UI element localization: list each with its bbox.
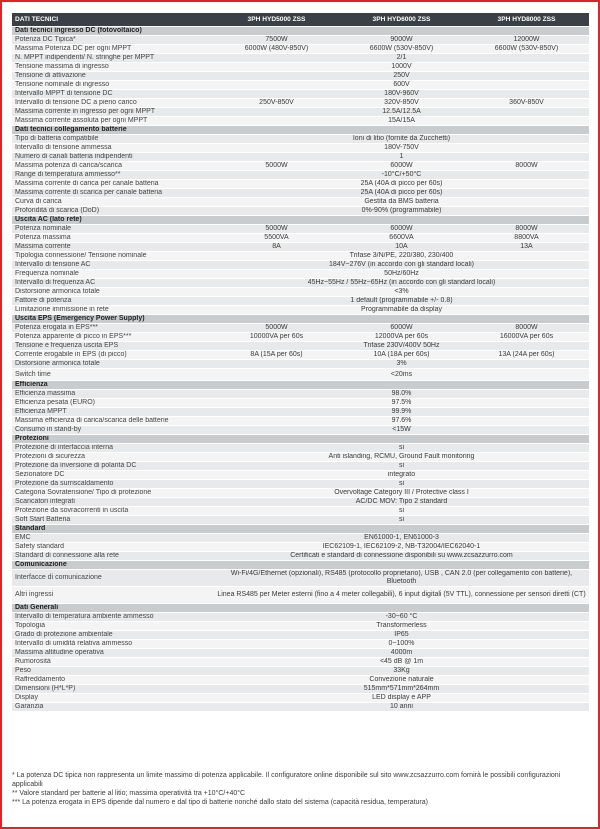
spec-value: -10°C/+50°C <box>214 171 589 180</box>
spec-label: Frequenza nominale <box>12 270 214 279</box>
model-hyd8000: 3PH HYD8000 ZSS <box>464 13 589 27</box>
section-title: Dati tecnici ingresso DC (fotovoltaico) <box>12 27 589 36</box>
spec-value: 12.5A/12.5A <box>214 108 589 117</box>
spec-value: 9000W <box>339 36 464 45</box>
spec-value: 360V-850V <box>464 99 589 108</box>
spec-row <box>12 694 589 703</box>
section-title: Uscita AC (lato rete) <box>12 216 589 225</box>
header-label: DATI TECNICI <box>12 13 214 27</box>
spec-value: 6600VA <box>339 234 464 243</box>
spec-row <box>12 685 589 694</box>
spec-value: 16000VA per 60s <box>464 333 589 342</box>
spec-label: Interfacce di comunicazione <box>12 570 214 587</box>
spec-label: Tipo di batteria compatibile <box>12 135 214 144</box>
spec-row <box>12 306 589 315</box>
spec-label: Potenza apparente di picco in EPS*** <box>12 333 214 342</box>
spec-label: Potenza DC Tipica* <box>12 36 214 45</box>
spec-label: Intervallo di tensione DC a pieno carico <box>12 99 214 108</box>
spec-value: 10 anni <box>214 703 589 712</box>
section-title: Dati Generali <box>12 604 589 613</box>
spec-row <box>12 279 589 288</box>
spec-label: Tensione e frequenza uscita EPS <box>12 342 214 351</box>
section-title: Efficienza <box>12 381 589 390</box>
spec-row <box>12 198 589 207</box>
spec-value: 12000W <box>464 36 589 45</box>
spec-row <box>12 72 589 81</box>
spec-row <box>12 631 589 640</box>
spec-label: Numero di canali batteria indipendenti <box>12 153 214 162</box>
spec-label: Dimensioni (H*L*P) <box>12 685 214 694</box>
spec-value: 6600W (530V-850V) <box>464 45 589 54</box>
spec-value: Trifase 230V/400V 50Hz <box>214 342 589 351</box>
spec-label: Garanzia <box>12 703 214 712</box>
spec-value: 8800VA <box>464 234 589 243</box>
spec-row <box>12 534 589 543</box>
spec-label: Potenza massima <box>12 234 214 243</box>
spec-label: Massima corrente di scarica per canale batteria <box>12 189 214 198</box>
spec-row <box>12 324 589 333</box>
spec-value: 6600W (530V-850V) <box>339 45 464 54</box>
spec-label: Scaricatori integrati <box>12 498 214 507</box>
spec-value: 10000VA per 60s <box>214 333 339 342</box>
spec-row <box>12 622 589 631</box>
section-header <box>12 561 589 570</box>
spec-table <box>12 13 589 712</box>
spec-value: 184V~276V (in accordo con gli standard locali) <box>214 261 589 270</box>
spec-row <box>12 225 589 234</box>
spec-row <box>12 489 589 498</box>
section-header <box>12 604 589 613</box>
spec-value: 6000W <box>339 225 464 234</box>
spec-value: <45 dB @ 1m <box>214 658 589 667</box>
model-hyd6000: 3PH HYD6000 ZSS <box>339 13 464 27</box>
spec-row <box>12 351 589 360</box>
spec-label: Display <box>12 694 214 703</box>
spec-label: Distorsione armonica totale <box>12 360 214 369</box>
spec-value: integrato <box>214 471 589 480</box>
spec-row <box>12 45 589 54</box>
section-header <box>12 27 589 36</box>
spec-value: <15W <box>214 426 589 435</box>
spec-row <box>12 135 589 144</box>
spec-row <box>12 498 589 507</box>
spec-value: 5000W <box>214 225 339 234</box>
spec-value: 320V-850V <box>339 99 464 108</box>
section-header <box>12 216 589 225</box>
spec-value: Gestita da BMS batteria <box>214 198 589 207</box>
section-header <box>12 525 589 534</box>
spec-value: 6000W <box>339 324 464 333</box>
datasheet <box>12 13 589 712</box>
spec-value: 180V-960V <box>214 90 589 99</box>
section-header <box>12 381 589 390</box>
spec-label: Raffreddamento <box>12 676 214 685</box>
spec-row <box>12 587 589 604</box>
spec-value: si <box>214 444 589 453</box>
spec-row <box>12 90 589 99</box>
spec-value: IP65 <box>214 631 589 640</box>
spec-value: 5500VA <box>214 234 339 243</box>
spec-value: 33Kg <box>214 667 589 676</box>
spec-row <box>12 703 589 712</box>
spec-value: 45Hz~55Hz / 55Hz~65Hz (in accordo con gli standard locali) <box>214 279 589 288</box>
spec-row <box>12 297 589 306</box>
spec-row <box>12 360 589 369</box>
spec-label: Massima efficienza di carica/scarica delle batterie <box>12 417 214 426</box>
spec-label: Efficienza massima <box>12 390 214 399</box>
spec-label: Massima Potenza DC per ogni MPPT <box>12 45 214 54</box>
spec-label: Distorsione armonica totale <box>12 288 214 297</box>
spec-label: Protezione da inversione di polarità DC <box>12 462 214 471</box>
spec-row <box>12 342 589 351</box>
spec-value: 0%-90% (programmabile) <box>214 207 589 216</box>
spec-value: 25A (40A di picco per 60s) <box>214 189 589 198</box>
spec-label: Intervallo MPPT di tensione DC <box>12 90 214 99</box>
spec-value: 1 <box>214 153 589 162</box>
spec-row <box>12 453 589 462</box>
spec-row <box>12 649 589 658</box>
spec-value: Certificati e standard di connessione disponibili su www.zcsazzurro.com <box>214 552 589 561</box>
spec-value: 4000m <box>214 649 589 658</box>
spec-value: 8000W <box>464 162 589 171</box>
spec-label: Massima potenza di carica/scarica <box>12 162 214 171</box>
spec-label: Fattore di potenza <box>12 297 214 306</box>
spec-label: Protezione da surriscaldamento <box>12 480 214 489</box>
spec-row <box>12 480 589 489</box>
spec-value: 6000W <box>339 162 464 171</box>
spec-row <box>12 543 589 552</box>
spec-value: <3% <box>214 288 589 297</box>
spec-label: Grado di protezione ambientale <box>12 631 214 640</box>
spec-row <box>12 234 589 243</box>
spec-row <box>12 189 589 198</box>
spec-value: si <box>214 507 589 516</box>
spec-row <box>12 390 589 399</box>
spec-value: 98.0% <box>214 390 589 399</box>
spec-row <box>12 640 589 649</box>
spec-row <box>12 444 589 453</box>
spec-row <box>12 516 589 525</box>
spec-value: 25A (40A di picco per 60s) <box>214 180 589 189</box>
spec-value: 2/1 <box>214 54 589 63</box>
spec-value: si <box>214 516 589 525</box>
spec-row <box>12 153 589 162</box>
spec-label: Rumorosità <box>12 658 214 667</box>
spec-value: 515mm*571mm*264mm <box>214 685 589 694</box>
spec-row <box>12 552 589 561</box>
spec-value: 0~100% <box>214 640 589 649</box>
spec-value: 6000W (480V-850V) <box>214 45 339 54</box>
spec-value: 600V <box>214 81 589 90</box>
spec-label: Intervallo di temperatura ambiente ammesso <box>12 613 214 622</box>
section-title: Dati tecnici collegamento batterie <box>12 126 589 135</box>
spec-label: Massima corrente <box>12 243 214 252</box>
spec-row <box>12 207 589 216</box>
spec-value: 10A (18A per 60s) <box>339 351 464 360</box>
spec-label: Altri ingressi <box>12 587 214 604</box>
model-hyd5000: 3PH HYD5000 ZSS <box>214 13 339 27</box>
spec-label: Tensione massima di ingresso <box>12 63 214 72</box>
spec-value: 97.6% <box>214 417 589 426</box>
section-header <box>12 435 589 444</box>
spec-row <box>12 507 589 516</box>
footnote-2: ** Valore standard per batterie al litio; massima operatività tra +10°C/+40°C <box>12 790 246 797</box>
spec-row <box>12 54 589 63</box>
spec-label: Peso <box>12 667 214 676</box>
spec-value: IEC62109-1, IEC62109-2, NB-T32004/IEC62040-1 <box>214 543 589 552</box>
spec-row <box>12 36 589 45</box>
table-header <box>12 13 589 27</box>
spec-label: Tipologia connessione/ Tensione nominale <box>12 252 214 261</box>
spec-label: Range di temperatura ammesso** <box>12 171 214 180</box>
spec-row <box>12 288 589 297</box>
spec-value: 250V-850V <box>214 99 339 108</box>
spec-value: 97.5% <box>214 399 589 408</box>
spec-row <box>12 162 589 171</box>
spec-value: 5000W <box>214 324 339 333</box>
spec-label: Massima corrente assoluta per ogni MPPT <box>12 117 214 126</box>
spec-value: Transformerless <box>214 622 589 631</box>
spec-label: Tensione di attivazione <box>12 72 214 81</box>
spec-value: -30~60 °C <box>214 613 589 622</box>
spec-row <box>12 658 589 667</box>
spec-row <box>12 613 589 622</box>
section-title: Standard <box>12 525 589 534</box>
spec-label: Switch time <box>12 369 214 381</box>
spec-value: 8000W <box>464 225 589 234</box>
spec-row <box>12 108 589 117</box>
spec-label: Intervallo di tensione ammessa <box>12 144 214 153</box>
spec-row <box>12 117 589 126</box>
spec-label: Sezionatore DC <box>12 471 214 480</box>
spec-row <box>12 243 589 252</box>
spec-value: EN61000-1, EN61000-3 <box>214 534 589 543</box>
footnote-1: * La potenza DC tipica non rappresenta un limite massimo di potenza applicabile. Il configuratore online disponibile sul sito www.zcsazzurro.com fornirà le possibili configurazioni applicabili <box>12 772 561 788</box>
spec-value: Linea RS485 per Meter esterni (fino a 4 meter collegabili), 6 input digitali (5V TTL), connessione per sensori diretti (CT) <box>214 587 589 604</box>
spec-value: 180V-750V <box>214 144 589 153</box>
section-header <box>12 126 589 135</box>
section-header <box>12 315 589 324</box>
footnote-3: *** La potenza erogata in EPS dipende dal numero e dal tipo di batterie nonché dallo stato del sistema (capacità residua, temperatura) <box>12 799 428 806</box>
spec-value: Trifase 3/N/PE, 220/380, 230/400 <box>214 252 589 261</box>
spec-label: Limitazione immissione in rete <box>12 306 214 315</box>
spec-value: 5000W <box>214 162 339 171</box>
spec-row <box>12 171 589 180</box>
spec-value: 50Hz/60Hz <box>214 270 589 279</box>
spec-value: 250V <box>214 72 589 81</box>
spec-row <box>12 99 589 108</box>
spec-label: Intervallo di umidità relativa ammesso <box>12 640 214 649</box>
spec-value: Anti islanding, RCMU, Ground Fault monitoring <box>214 453 589 462</box>
spec-value: 8A (15A per 60s) <box>214 351 339 360</box>
spec-value: 3% <box>214 360 589 369</box>
spec-value: AC/DC MOV: Tipo 2 standard <box>214 498 589 507</box>
spec-row <box>12 462 589 471</box>
spec-value: 8000W <box>464 324 589 333</box>
section-title: Comunicazione <box>12 561 589 570</box>
spec-row <box>12 252 589 261</box>
section-title: Protezioni <box>12 435 589 444</box>
spec-label: Massima corrente di carica per canale batteria <box>12 180 214 189</box>
spec-value: <20ms <box>214 369 589 381</box>
footnotes <box>12 771 589 807</box>
spec-row <box>12 676 589 685</box>
spec-row <box>12 81 589 90</box>
spec-row <box>12 144 589 153</box>
spec-value: Ioni di litio (fornite da Zucchetti) <box>214 135 589 144</box>
spec-label: Potenza nominale <box>12 225 214 234</box>
spec-value: Wi-Fi/4G/Ethernet (opzionali), RS485 (protocollo proprietario), USB , CAN 2.0 (per collegamento con batterie), Bluetooth <box>214 570 589 587</box>
spec-label: Protezioni di sicurezza <box>12 453 214 462</box>
spec-value: 99.9% <box>214 408 589 417</box>
spec-row <box>12 270 589 279</box>
spec-value: 7500W <box>214 36 339 45</box>
spec-row <box>12 667 589 676</box>
spec-value: si <box>214 480 589 489</box>
section-title: Uscita EPS (Emergency Power Supply) <box>12 315 589 324</box>
spec-row <box>12 261 589 270</box>
spec-label: Profondità di scarica (DoD) <box>12 207 214 216</box>
spec-label: Safety standard <box>12 543 214 552</box>
spec-value: 12000VA per 60s <box>339 333 464 342</box>
spec-row <box>12 570 589 587</box>
spec-value: 1000V <box>214 63 589 72</box>
spec-label: Potenza erogata in EPS*** <box>12 324 214 333</box>
spec-label: Protezione di interfaccia interna <box>12 444 214 453</box>
spec-label: Massima altitudine operativa <box>12 649 214 658</box>
spec-label: Massima corrente in ingresso per ogni MPPT <box>12 108 214 117</box>
spec-row <box>12 180 589 189</box>
spec-label: Efficienza pesata (EURO) <box>12 399 214 408</box>
spec-value: 13A (24A per 60s) <box>464 351 589 360</box>
spec-value: Programmabile da display <box>214 306 589 315</box>
spec-label: Corrente erogabile in EPS (di picco) <box>12 351 214 360</box>
spec-label: Intervallo di tensione AC <box>12 261 214 270</box>
spec-value: 1 default (programmabile +/- 0.8) <box>214 297 589 306</box>
spec-row <box>12 408 589 417</box>
spec-row <box>12 369 589 381</box>
spec-row <box>12 63 589 72</box>
spec-label: Curva di carica <box>12 198 214 207</box>
spec-label: N. MPPT indipendenti/ N. stringhe per MPPT <box>12 54 214 63</box>
spec-row <box>12 399 589 408</box>
spec-value: Overvoltage Category III / Protective class I <box>214 489 589 498</box>
spec-label: Efficienza MPPT <box>12 408 214 417</box>
spec-label: Protezione da sovracorrenti in uscita <box>12 507 214 516</box>
spec-row <box>12 333 589 342</box>
spec-row <box>12 471 589 480</box>
spec-label: Tensione nominale di ingresso <box>12 81 214 90</box>
spec-label: Soft Start Batteria <box>12 516 214 525</box>
spec-value: 13A <box>464 243 589 252</box>
spec-label: Consumo in stand-by <box>12 426 214 435</box>
spec-label: Categoria Sovratensione/ Tipo di protezione <box>12 489 214 498</box>
spec-label: Topologia <box>12 622 214 631</box>
spec-row <box>12 417 589 426</box>
spec-value: LED display e APP <box>214 694 589 703</box>
spec-value: si <box>214 462 589 471</box>
spec-row <box>12 426 589 435</box>
spec-label: Standard di connessione alla rete <box>12 552 214 561</box>
spec-label: Intervallo di frequenza AC <box>12 279 214 288</box>
spec-value: Convezione naturale <box>214 676 589 685</box>
spec-value: 15A/15A <box>214 117 589 126</box>
spec-value: 8A <box>214 243 339 252</box>
spec-label: EMC <box>12 534 214 543</box>
spec-value: 10A <box>339 243 464 252</box>
